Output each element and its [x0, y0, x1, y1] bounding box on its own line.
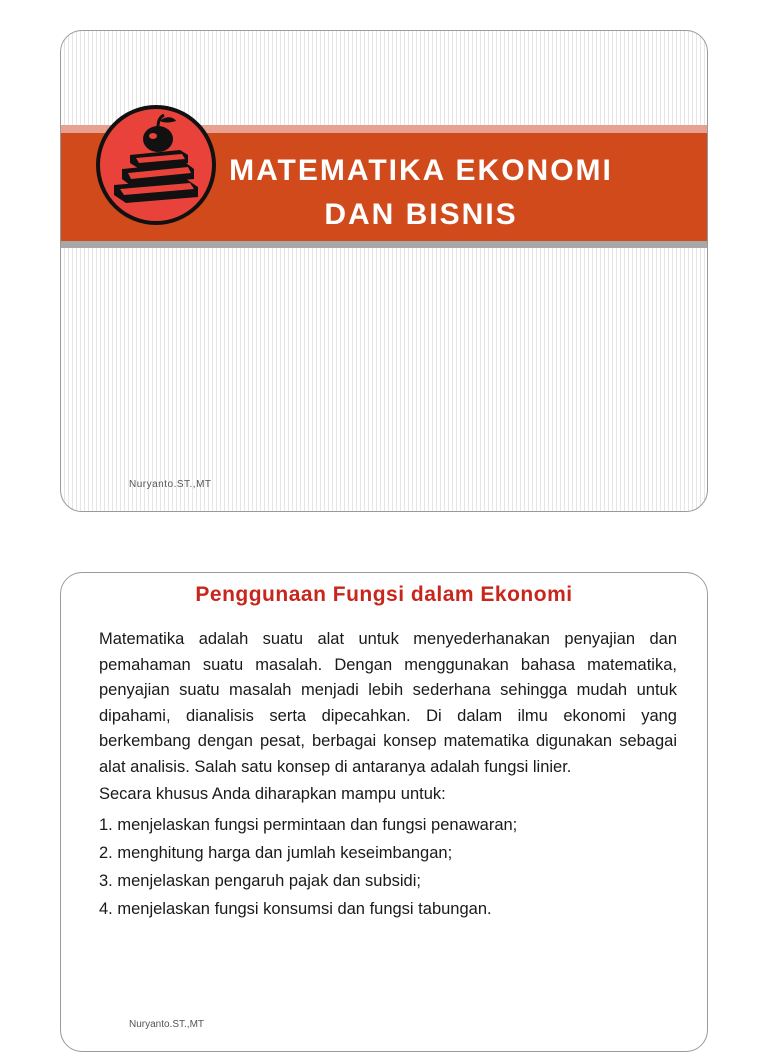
objectives-lead: Secara khusus Anda diharapkan mampu untuk: — [99, 785, 446, 803]
title-line-1: MATEMATIKA EKONOMI — [229, 154, 613, 187]
slide-heading: Penggunaan Fungsi dalam Ekonomi — [195, 583, 573, 606]
title-band-shadow — [61, 241, 707, 248]
list-item: 4. menjelaskan fungsi konsumsi dan fungsi tabungan. — [99, 899, 492, 918]
slide-body — [99, 627, 677, 924]
list-item: 3. menjelaskan pengaruh pajak dan subsidi; — [99, 871, 421, 890]
slide-title — [211, 149, 631, 237]
apple-on-books-icon — [94, 103, 218, 227]
author-label: Nuryanto.ST.,MT — [129, 1019, 205, 1030]
title-line-2: DAN BISNIS — [324, 198, 518, 231]
list-item: 1. menjelaskan fungsi permintaan dan fungsi penawaran; — [99, 815, 518, 834]
list-item: 2. menghitung harga dan jumlah keseimbangan; — [99, 843, 453, 862]
objectives-list — [99, 812, 677, 922]
intro-paragraph: Matematika adalah suatu alat untuk menyederhanakan penyajian dan pemahaman suatu masalah. Dengan menggunakan bahasa matematika, penyajian suatu masalah menjadi lebih sederhana sehingga mudah untuk dipahami, dianalisis serta dipecahkan. Di dalam ilmu ekonomi yang berkembang dengan pesat, berbagai konsep matematika digunakan sebagai alat analisis. Salah satu konsep di antaranya adalah fungsi linier. — [99, 630, 677, 776]
author-label: Nuryanto.ST.,MT — [129, 479, 212, 490]
title-slide — [60, 30, 708, 512]
content-slide — [60, 572, 708, 1052]
